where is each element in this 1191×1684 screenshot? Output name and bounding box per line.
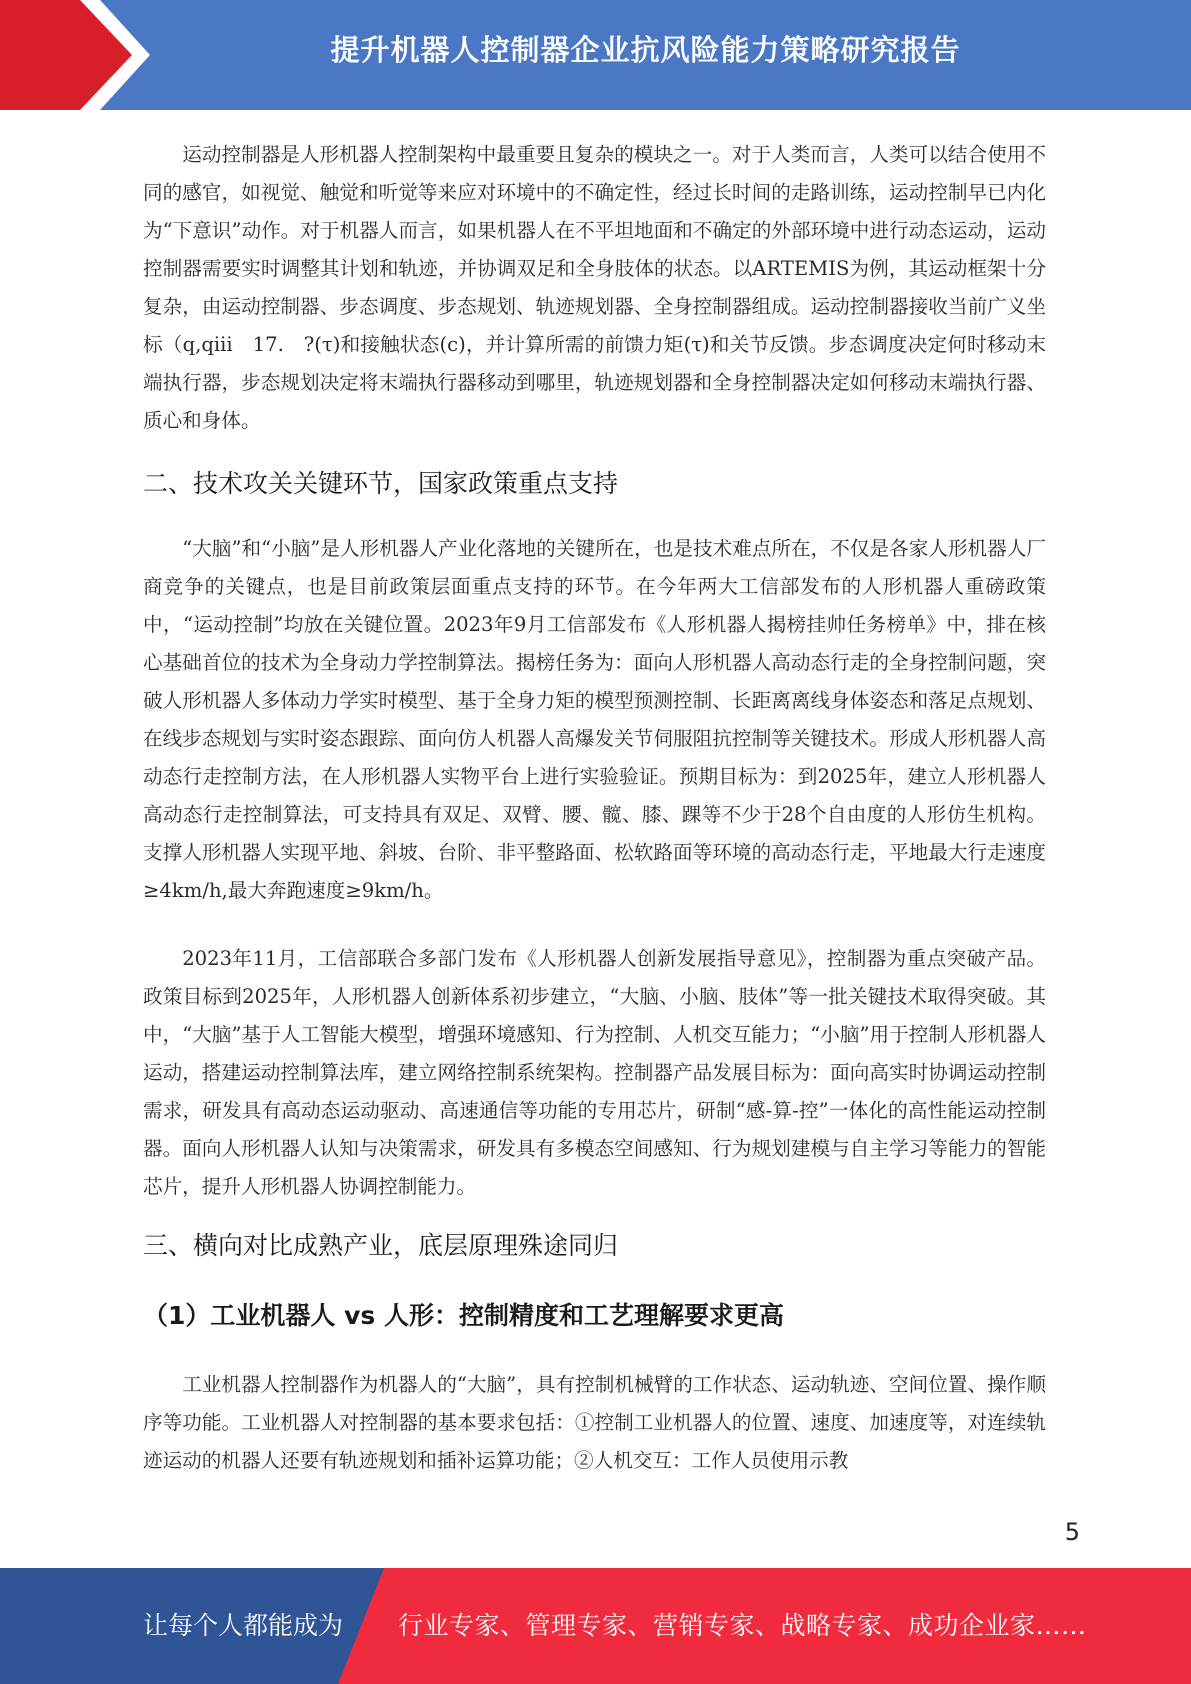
paragraph-policy-support: “大脑”和“小脑”是人形机器人产业化落地的关键所在，也是技术难点所在，不仅是各家人形机器人厂商竞争的关键点，也是目前政策层面重点支持的环节。在今年两大工信部发布的人形机器人重磅政策中，“运动控制”均放在关键位置。2023年9月工信部发布《人形机器人揭榜挂帅任务榜单》中，排在核心基础首位的技术为全身动力学控制算法。揭榜任务为：面向人形机器人高动态行走的全身控制问题，突破人形机器人多体动力学实时模型、基于全身力矩的模型预测控制、长距离离线身体姿态和落足点规划、在线步态规划与实时姿态跟踪、面向仿人机器人高爆发关节伺服阻抗控制等关键技术。形成人形机器人高动态行走控制方法，在人形机器人实物平台上进行实验验证。预期目标为：到2025年，建立人形机器人高动态行走控制算法，可支持具有双足、双臂、腰、髋、膝、踝等不少于28个自由度的人形仿生机构。支撑人形机器人实现平地、斜坡、台阶、非平整路面、松软路面等环境的高动态行走，平地最大行走速度≥4km/h,最大奔跑速度≥9km/h。 (143, 537, 1046, 902)
page-content (143, 136, 1046, 1480)
paragraph-guidance-opinion: 2023年11月，工信部联合多部门发布《人形机器人创新发展指导意见》，控制器为重点突破产品。政策目标到2025年，人形机器人创新体系初步建立，“大脑、小脑、肢体”等一批关键技术取得突破。其中，“大脑”基于人工智能大模型，增强环境感知、行为控制、人机交互能力；“小脑”用于控制人形机器人运动，搭建运动控制算法库，建立网络控制系统架构。控制器产品发展目标为：面向高实时协调运动控制需求，研发具有高动态运动驱动、高速通信等功能的专用芯片，研制“感-算-控”一体化的高性能运动控制器。面向人形机器人认知与决策需求，研发具有多模态空间感知、行为规划建模与自主学习等能力的智能芯片，提升人形机器人协调控制能力。 (143, 947, 1046, 1198)
section-heading-3: 三、横向对比成熟产业，底层原理殊途同归 (143, 1231, 619, 1260)
page-number: 5 (1064, 1518, 1080, 1546)
paragraph-industrial-robot: 工业机器人控制器作为机器人的“大脑”，具有控制机械臂的工作状态、运动轨迹、空间位置、操作顺序等功能。工业机器人对控制器的基本要求包括：①控制工业机器人的位置、速度、加速度等，对连续轨迹运动的机器人还要有轨迹规划和插补运算功能；②人机交互：工作人员使用示教 (143, 1373, 1046, 1472)
paragraph-motion-controller: 运动控制器是人形机器人控制架构中最重要且复杂的模块之一。对于人类而言，人类可以结合使用不同的感官，如视觉、触觉和听觉等来应对环境中的不确定性，经过长时间的走路训练，运动控制早已内化为“下意识”动作。对于机器人而言，如果机器人在不平坦地面和不确定的外部环境中进行动态运动，运动控制器需要实时调整其计划和轨迹，并协调双足和全身肢体的状态。以ARTEMIS为例，其运动框架十分复杂，由运动控制器、步态调度、步态规划、轨迹规划器、全身控制器组成。运动控制器接收当前广义坐标（q,qiii 17. ?(τ)和接触状态(c)，并计算所需的前馈力矩(τ)和关节反馈。步态调度决定何时移动末端执行器，步态规划决定将末端执行器移动到哪里，轨迹规划器和全身控制器决定如何移动末端执行器、质心和身体。 (143, 143, 1046, 432)
header-arrow-decoration (0, 0, 150, 110)
footer-banner (0, 1568, 1191, 1684)
report-title: 提升机器人控制器企业抗风险能力策略研究报告 (330, 33, 961, 67)
footer-slogan-left: 让每个人都能成为 (143, 1611, 344, 1640)
footer-slogan-right: 行业专家、管理专家、营销专家、战略专家、成功企业家…… (398, 1611, 1087, 1640)
section-heading-2: 二、技术攻关关键环节，国家政策重点支持 (143, 469, 619, 498)
subsection-heading-1: （1）工业机器人 vs 人形：控制精度和工艺理解要求更高 (143, 1301, 784, 1330)
header-banner (0, 0, 1191, 110)
